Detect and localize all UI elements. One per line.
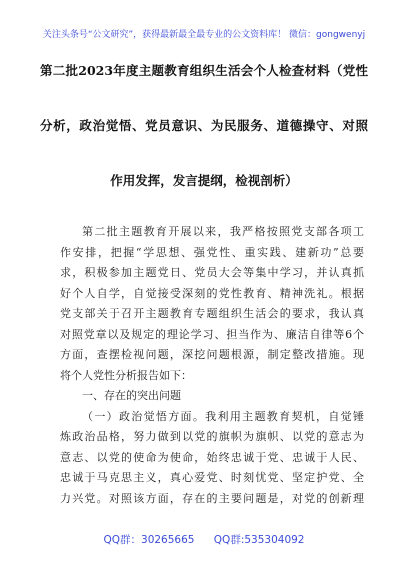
paragraph-line: 将个人党性分析报告如下：: [60, 368, 192, 382]
section-heading: 一、存在的突出问题: [82, 389, 181, 402]
paragraph-line: 作安排，把握“学思想、强党性、重实践、建新功”总要: [60, 245, 364, 259]
title-line-3: 作用发挥，发言提纲，检视剖析）: [110, 173, 298, 188]
header-note: 关注头条号“公文研究”，获得最新最全最专业的公文资料库！ 微信：gongwenyj: [42, 30, 366, 40]
paragraph-line: 力兴党。对照该方面，存在的主要问题是，对党的创新理: [60, 491, 364, 505]
paragraph-line: 好个人自学，自觉接受深刻的党性教育、精神洗礼。根据: [60, 286, 364, 300]
paragraph-line: 对照党章以及规定的理论学习、担当作为、廉洁自律等6个: [60, 327, 364, 341]
paragraph-line: 第二批主题教育开展以来，我严格按照党支部各项工: [82, 225, 364, 238]
paragraph-line: 炼政治品格，努力做到以党的旗帜为旗帜、以党的意志为: [60, 430, 364, 443]
paragraph-line: 方面，查摆检视问题，深挖问题根源，制定整改措施。现: [60, 348, 364, 361]
paragraph-line: 意志、以党的使命为使命，始终忠诚于党、忠诚于人民、: [60, 450, 364, 464]
footer-note: QQ群：30265665 QQ群:535304092: [103, 534, 305, 546]
title-line-2: 分析，政治觉悟、党员意识、为民服务、道德操守、对照: [40, 118, 368, 133]
document-body: [60, 222, 364, 509]
paragraph-line: （一）政治觉悟方面。我利用主题教育契机，自觉锤: [82, 409, 364, 423]
paragraph-line: 求，积极参加主题党日、党员大会等集中学习，并认真抓: [60, 266, 364, 279]
paragraph-line: 忠诚于马克思主义，真心爱党、时刻忧党、坚定护党、全: [60, 471, 364, 484]
paragraph-line: 党支部关于召开主题教育专题组织生活会的要求，我认真: [60, 307, 364, 320]
title-line-1: 第二批2023年度主题教育组织生活会个人检查材料（党性: [40, 63, 368, 78]
